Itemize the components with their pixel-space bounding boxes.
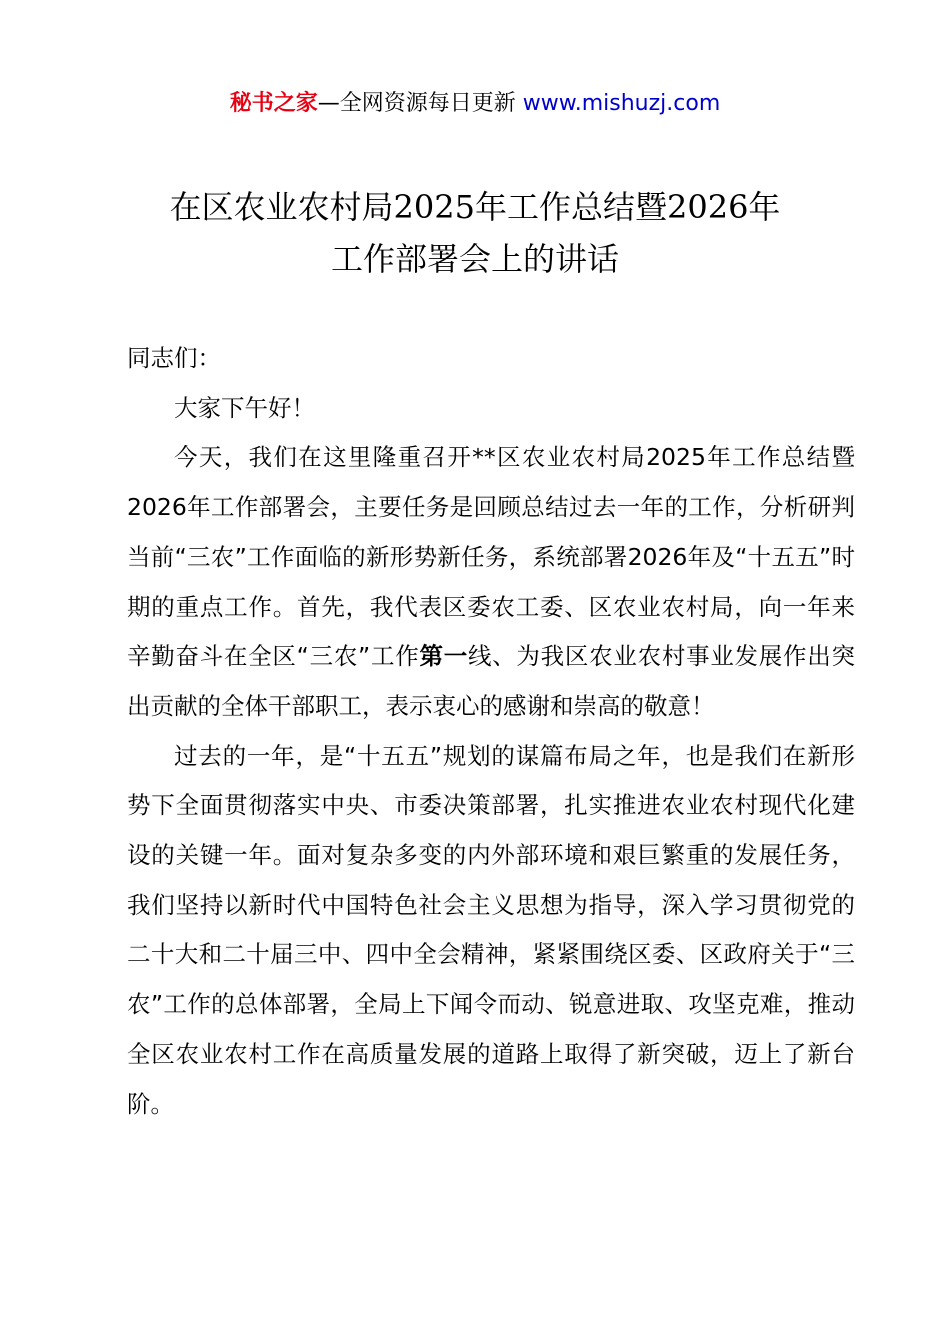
brand-name: 秘书之家: [229, 91, 318, 116]
paragraph-2: 过去的一年，是“十五五”规划的谋篇布局之年，也是我们在新形势下全面贯彻落实中央、市委决策部署，扎实推进农业农村现代化建设的关键一年。面对复杂多变的内外部环境和艰巨繁重的发展任务，我们坚持以新时代中国特色社会主义思想为指导，深入学习贯彻党的二十大和二十届三中、四中全会精神，紧紧围绕区委、区政府关于“三农”工作的总体部署，全局上下闻令而动、锐意进取、攻坚克难，推动全区农业农村工作在高质量发展的道路上取得了新突破，迈上了新台阶。: [127, 741, 855, 1118]
title-line-1: 在区农业农村局2025年工作总结暨2026年: [169, 188, 781, 226]
paragraph-1-text-a: 今天，我们在这里隆重召开**区农业农村局2025年工作总结暨2026年工作部署会，主要任务是回顾总结过去一年的工作，分析研判当前“三农”工作面临的新形势新任务，系统部署2026年及“十五五”时期的重点工作。首先，我代表区委农工委、区农业农村局，向一年来辛勤奋斗在全区“三农”工作: [127, 443, 855, 671]
salutation: 同志们：: [127, 344, 221, 372]
site-header: [0, 88, 950, 120]
greeting: 大家下午好！: [174, 393, 315, 422]
paragraph-1: [127, 433, 855, 731]
title-line-2: 工作部署会上的讲话: [330, 240, 619, 278]
document-body: [127, 334, 855, 1129]
site-url-link[interactable]: www.mishuzj.com: [522, 91, 721, 116]
document-title: [120, 181, 830, 285]
paragraph-1-text-b: 线、为我区农业农村事业发展作出突出贡献的全体干部职工，表示衷心的感谢和崇高的敬意！: [127, 642, 856, 720]
paragraph-1-bold-text: 第一: [419, 642, 468, 671]
header-tagline: —全网资源每日更新: [317, 91, 523, 116]
